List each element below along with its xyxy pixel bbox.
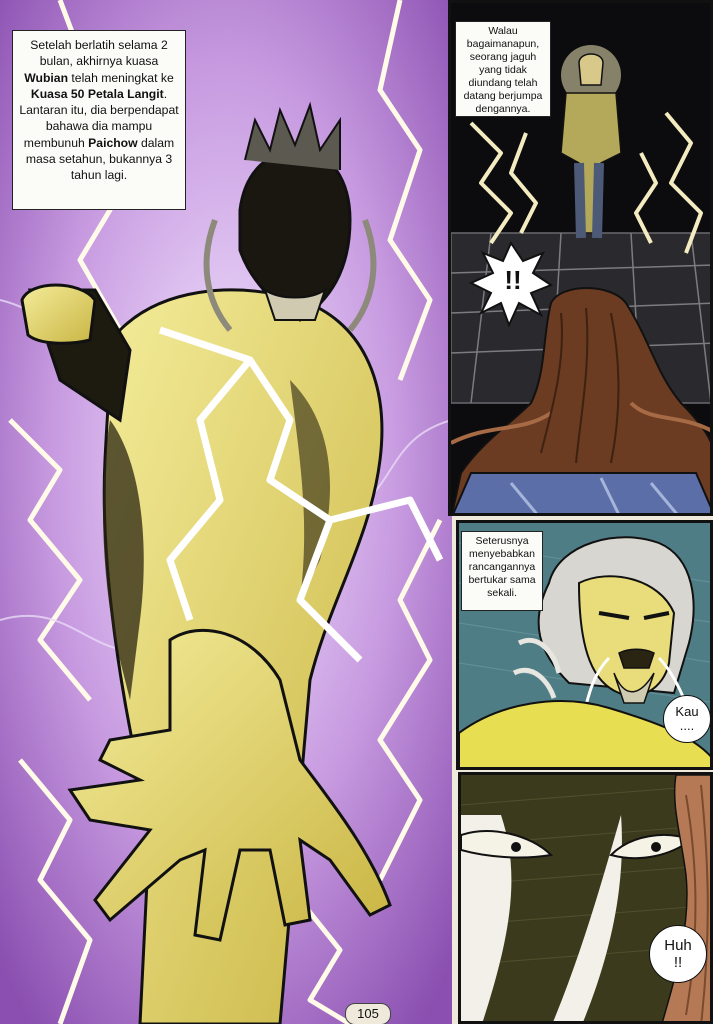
caption-text: Setelah berlatih selama 2 bulan, akhirnya kuasa: [30, 38, 168, 69]
narration-caption: Walau bagaimanapun, seorang jaguh yang tidak diundang telah datang berjumpa dengannya.: [455, 21, 551, 117]
panel-stranger-arrives: [448, 0, 713, 516]
caption-name-wubian: Wubian: [24, 70, 69, 85]
shock-sfx: !!: [504, 265, 522, 295]
caption-text: . Lantaran itu, dia berpendapat bahawa dia mampu membunuh: [19, 86, 179, 150]
narration-caption: Seterusnya menyebabkan rancangannya bertukar sama sekali.: [461, 531, 543, 611]
speech-text: Kau ....: [675, 704, 699, 733]
panel-old-man: [456, 520, 713, 770]
shadow-eyes-illustration: [461, 775, 713, 1024]
narration-caption: [12, 30, 186, 210]
speech-text: Huh !!: [664, 937, 692, 971]
caption-name-paichow: Paichow: [88, 135, 138, 150]
panel-shadow-eyes: [458, 772, 713, 1024]
caption-text: dalam masa setahun, bukannya 3 tahun lagi.: [25, 135, 175, 183]
speech-bubble: [663, 695, 711, 743]
speech-bubble: [649, 925, 707, 983]
caption-text: telah meningkat ke: [68, 70, 174, 85]
page-number: 105: [345, 1003, 391, 1024]
caption-power-name: Kuasa 50 Petala Langit: [30, 86, 164, 101]
